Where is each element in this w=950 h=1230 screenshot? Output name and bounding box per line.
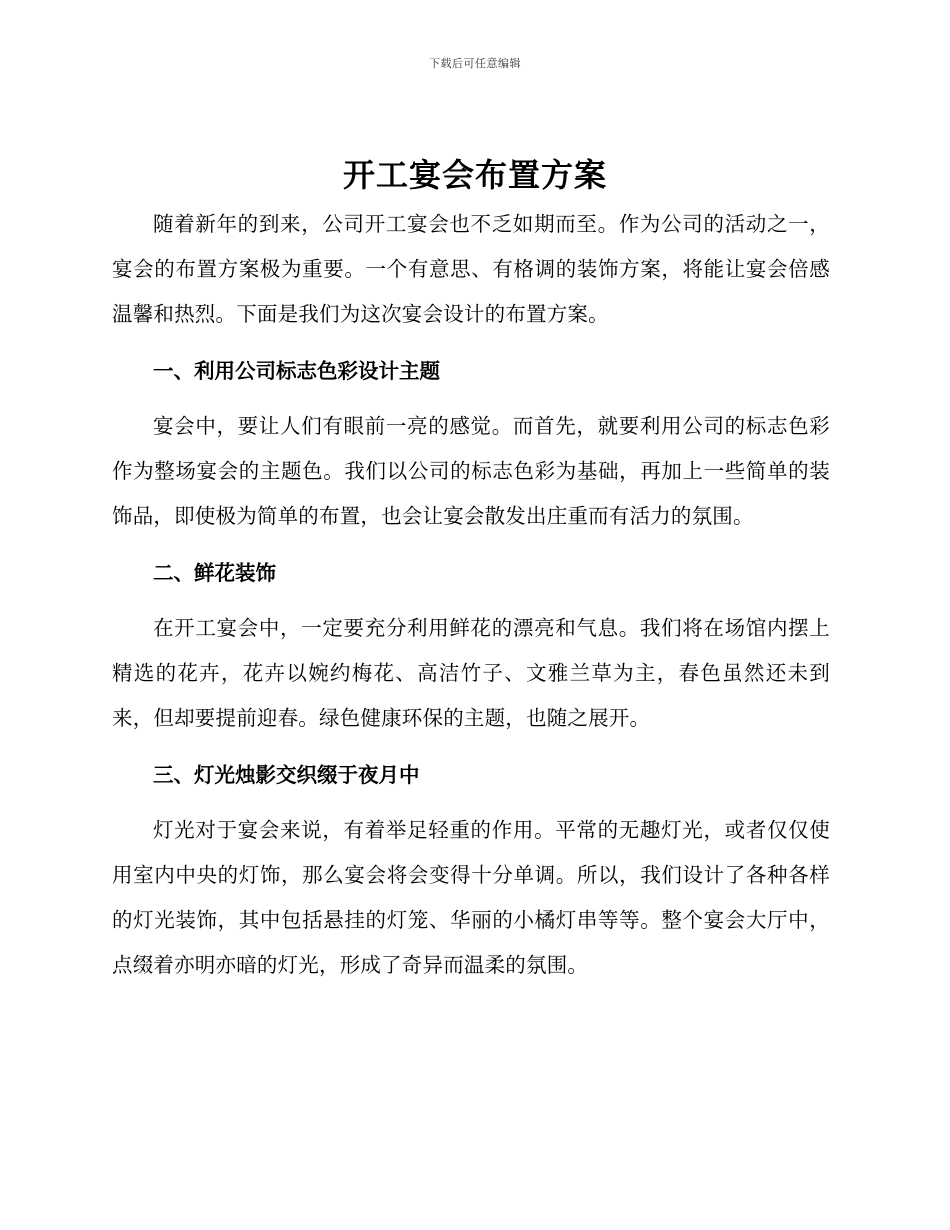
section-heading-3: 三、灯光烛影交织缀于夜月中 [153, 763, 420, 787]
header-note: 下载后可任意编辑 [429, 57, 521, 70]
spacer [112, 741, 830, 753]
intro-paragraph: 随着新年的到来，公司开工宴会也不乏如期而至。作为公司的活动之一，宴会的布置方案极为重要。一个有意思、有格调的装饰方案，将能让宴会倍感温馨和热烈。下面是我们为这次宴会设计的布置方案。 [112, 212, 830, 326]
spacer [112, 539, 830, 551]
spacer [112, 337, 830, 349]
document-title: 开工宴会布置方案 [342, 156, 607, 194]
spacer [112, 596, 830, 606]
section-body-3: 灯光对于宴会来说，有着举足轻重的作用。平常的无趣灯光，或者仅仅使用室内中央的灯饰，那么宴会将会变得十分单调。所以，我们设计了各种各样的灯光装饰，其中包括悬挂的灯笼、华丽的小橘灯串等等。整个宴会大厅中，点缀着亦明亦暗的灯光，形成了奇异而温柔的氛围。 [112, 818, 830, 977]
section-body-2: 在开工宴会中，一定要充分利用鲜花的漂亮和气息。我们将在场馆内摆上精选的花卉，花卉以婉约梅花、高洁竹子、文雅兰草为主，春色虽然还未到来，但却要提前迎春。绿色健康环保的主题，也随之展开。 [112, 616, 830, 730]
section-heading-1: 一、利用公司标志色彩设计主题 [153, 359, 440, 383]
spacer [112, 394, 830, 404]
document-body [112, 202, 830, 988]
section-body-1: 宴会中，要让人们有眼前一亮的感觉。而首先，就要利用公司的标志色彩作为整场宴会的主题色。我们以公司的标志色彩为基础，再加上一些简单的装饰品，即使极为简单的布置，也会让宴会散发出庄重而有活力的氛围。 [112, 414, 830, 528]
spacer [112, 798, 830, 808]
section-heading-2: 二、鲜花装饰 [153, 561, 276, 585]
